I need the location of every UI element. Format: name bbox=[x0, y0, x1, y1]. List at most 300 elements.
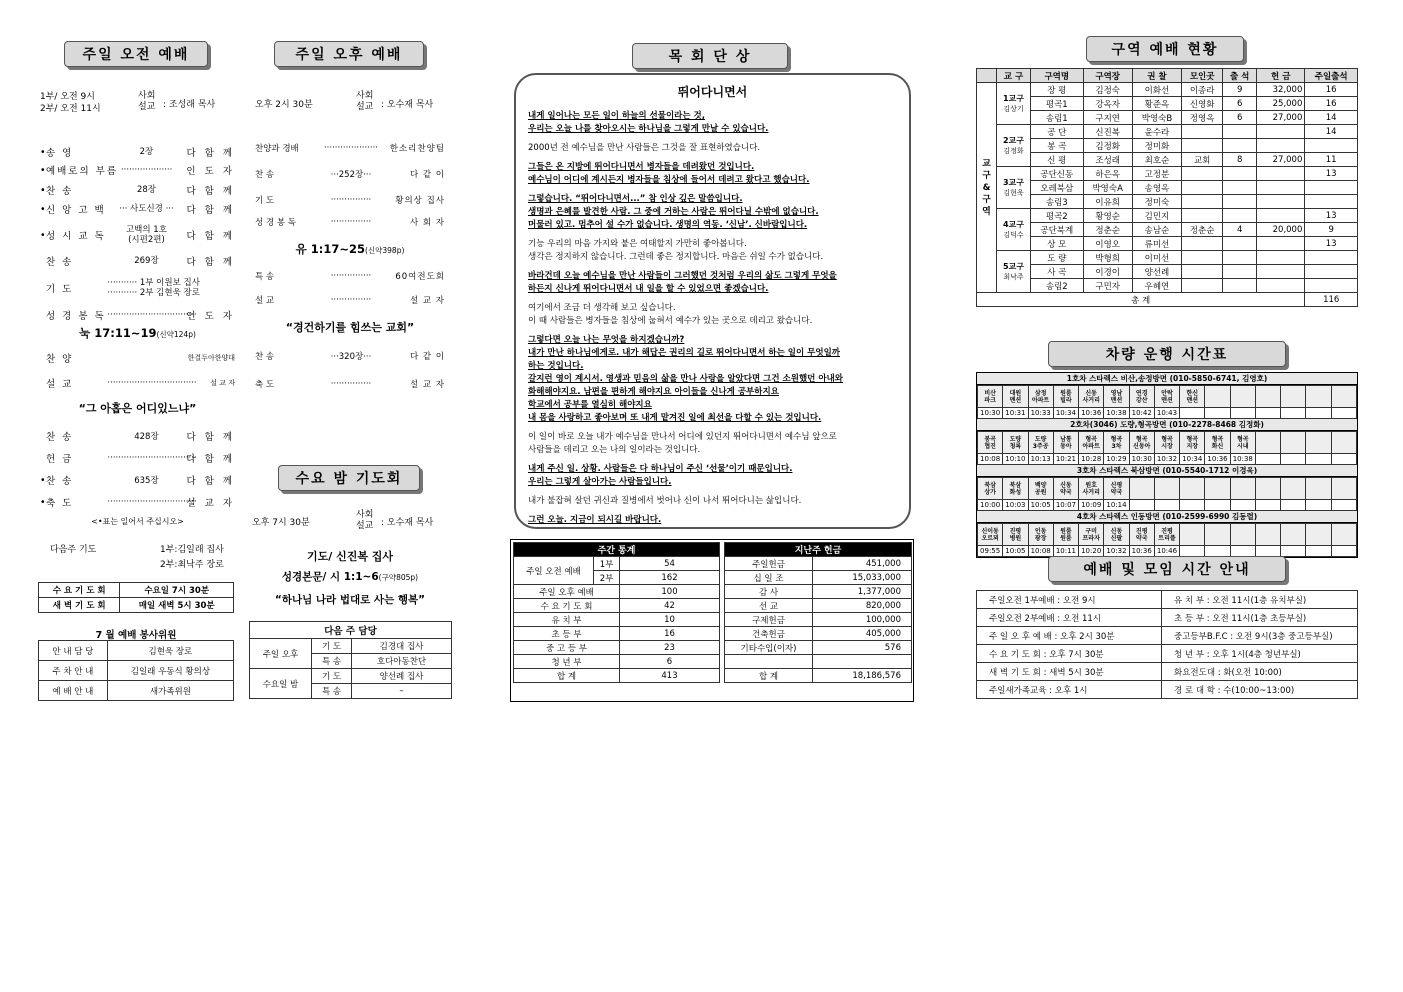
order-row bbox=[255, 348, 445, 364]
wed-sermon-title: “하나님 나라 법대로 사는 행복” bbox=[274, 594, 426, 606]
district-group bbox=[997, 209, 1031, 251]
district-group-leader: 김상기 bbox=[1003, 104, 1024, 113]
district-cell: 14 bbox=[1305, 125, 1358, 139]
district-cell bbox=[1223, 251, 1257, 265]
district-row bbox=[977, 139, 1358, 153]
bus-stop bbox=[1306, 524, 1331, 546]
next-duty-box bbox=[249, 621, 452, 699]
district-cell bbox=[1257, 265, 1305, 279]
order-star: • bbox=[40, 229, 46, 241]
district-cell bbox=[1257, 237, 1305, 251]
bus-route-title: 4호차 스타렉스 인동방면 (010-2599-6990 김동렬) bbox=[977, 511, 1357, 523]
bus-stop: 형곡 시내 bbox=[1230, 432, 1255, 454]
bus-stop bbox=[1306, 478, 1331, 500]
bus-time bbox=[1255, 454, 1280, 465]
order-item-name: 성 시 교 독 bbox=[45, 231, 106, 242]
district-cell: 평곡1 bbox=[1031, 97, 1084, 111]
attendance-count: 54 bbox=[620, 557, 720, 571]
order-row bbox=[40, 494, 235, 510]
attendance-category: 초 등 부 bbox=[514, 627, 620, 641]
district-total-row bbox=[977, 293, 1358, 307]
district-cell bbox=[1182, 125, 1223, 139]
bus-time: 10:00 bbox=[978, 500, 1003, 511]
order-item-person: 설 교 자 bbox=[409, 380, 445, 390]
bus-stop: 북삼 상가 bbox=[978, 478, 1003, 500]
district-cell: 송남순 bbox=[1132, 223, 1181, 237]
district-cell: 정미숙 bbox=[1132, 195, 1181, 209]
bus-route-table bbox=[977, 523, 1357, 557]
am-officiant: : 조성래 목사 bbox=[163, 100, 216, 110]
bus-stop: 연경 강산 bbox=[1129, 386, 1154, 408]
attendance-row bbox=[514, 655, 720, 669]
sermon-paragraph: 그렇다면 오늘 나는 무엇을 하지겠습니까? 내가 만난 하나님에게로. 내가 해답은 권리의 길로 뛰어다니면서 하는 일이 무엇일까 하는 것입니다. 갈지런 영이 계시서. 영생과 믿음의 삶을 만나 사랑을 알았다면 그건 소원했던 아내와 화해해야지요. 남편을 편하게 해야지요 아이들을 신나게 공부하지요 학교에서 공부를 열심히 해야지요 내 몸을 사랑하고 좋아보며 또 내게 맡겨진 일에 최선을 다할 수 있는 것입니다. bbox=[528, 335, 843, 423]
order-item-detail: 2장 bbox=[139, 147, 154, 157]
pm-scripture-ref: 유 1:17~25 bbox=[295, 242, 365, 256]
district-cell bbox=[1182, 139, 1223, 153]
district-group-leader: 최낙주 bbox=[1003, 272, 1024, 281]
order-item-detail: 28장 bbox=[136, 185, 156, 195]
bus-stop: 북삼 화성 bbox=[1003, 478, 1028, 500]
bus-times-row bbox=[978, 454, 1357, 465]
order-item-name: 기 도 bbox=[255, 196, 275, 206]
bus-stop bbox=[1331, 386, 1356, 408]
bus-stop bbox=[1331, 524, 1356, 546]
district-cell: 11 bbox=[1305, 153, 1358, 167]
order-star: • bbox=[40, 203, 46, 215]
district-cell: 강옥자 bbox=[1083, 97, 1132, 111]
bus-stop bbox=[1230, 386, 1255, 408]
bus-time bbox=[1281, 408, 1306, 419]
order-row bbox=[40, 144, 235, 160]
district-row bbox=[977, 251, 1358, 265]
bus-stop bbox=[1180, 478, 1205, 500]
order-item-detail: ································· bbox=[107, 310, 197, 320]
bus-stop: 신동 신팔 bbox=[1104, 524, 1129, 546]
next-prayer-1: 1부:김일래 집사 bbox=[160, 545, 224, 555]
order-item-person: 60여전도회 bbox=[395, 272, 445, 282]
district-cell bbox=[1223, 209, 1257, 223]
volunteers-table bbox=[38, 640, 234, 701]
bus-time: 10:32 bbox=[1104, 546, 1129, 557]
bus-time: 10:42 bbox=[1129, 408, 1154, 419]
guide-row bbox=[977, 663, 1358, 681]
district-cell: 김정화 bbox=[1083, 139, 1132, 153]
offering-row bbox=[725, 669, 912, 683]
bus-time: 10:13 bbox=[1028, 454, 1053, 465]
order-item-detail: ··············· bbox=[330, 295, 372, 305]
district-header: 구역명 bbox=[1031, 69, 1084, 83]
district-cell bbox=[1223, 167, 1257, 181]
district-cell: 9 bbox=[1223, 83, 1257, 97]
guide-left: 주일새가족교육 : 오후 1시 bbox=[977, 681, 1162, 699]
district-header: 모인곳 bbox=[1182, 69, 1223, 83]
pm-scripture-page: (신약398p) bbox=[364, 246, 405, 255]
district-cell bbox=[1257, 167, 1305, 181]
offering-amount: 451,000 bbox=[813, 557, 912, 571]
district-cell bbox=[1257, 125, 1305, 139]
bus-time bbox=[1331, 500, 1356, 511]
bus-time bbox=[1154, 500, 1179, 511]
bus-time: 10:43 bbox=[1154, 408, 1179, 419]
bus-stop: 원호 사거리 bbox=[1079, 478, 1104, 500]
bus-stop bbox=[1129, 478, 1154, 500]
next-duty-role: 특 송 bbox=[312, 684, 352, 699]
district-cell: 13 bbox=[1305, 237, 1358, 251]
district-group-leader: 김덕수 bbox=[1003, 230, 1024, 239]
bus-time: 10:20 bbox=[1079, 546, 1104, 557]
attendance-row bbox=[514, 557, 720, 571]
next-duty-person: – bbox=[352, 684, 452, 699]
bus-stop: 형곡 시장 bbox=[1154, 432, 1179, 454]
attendance-category: 주일 오전 예배 bbox=[514, 557, 594, 585]
order-item-name: 성 경 봉 독 bbox=[45, 311, 106, 322]
district-cell: 이미선 bbox=[1132, 251, 1181, 265]
bus-times-row bbox=[978, 408, 1357, 419]
attendance-category: 합 계 bbox=[514, 669, 620, 683]
district-cell bbox=[1257, 251, 1305, 265]
order-item-person: 다 함 께 bbox=[186, 205, 236, 216]
order-item-person: 다 같 이 bbox=[409, 352, 445, 362]
order-item-person: 사 회 자 bbox=[409, 218, 445, 228]
guide-right: 초 등 부 : 오전 11시(1층 초등부실) bbox=[1162, 609, 1358, 627]
offering-amount: 18,186,576 bbox=[813, 669, 912, 683]
am-scripture bbox=[40, 325, 235, 341]
offering-type: 감 사 bbox=[725, 585, 813, 599]
bus-stop: 신동 약국 bbox=[1053, 478, 1078, 500]
offering-type: 합 계 bbox=[725, 669, 813, 683]
sermon-paragraph: 2000년 전 예수님을 만난 사람들은 그것을 잘 표현하였습니다. bbox=[528, 143, 761, 153]
pm-scripture bbox=[255, 241, 445, 257]
bus-time bbox=[1255, 500, 1280, 511]
district-cell: 교회 bbox=[1182, 153, 1223, 167]
district-cell: 4 bbox=[1223, 223, 1257, 237]
order-item-detail: ··············· bbox=[330, 271, 372, 281]
offering-type: 기타수입(이자) bbox=[725, 641, 813, 655]
district-cell: 신진복 bbox=[1083, 125, 1132, 139]
attendance-category: 주일 오후 예배 bbox=[514, 585, 620, 599]
district-group-name: 5교구 bbox=[1002, 261, 1025, 271]
bus-time bbox=[1255, 408, 1280, 419]
wed-officiant: : 오수재 목사 bbox=[381, 518, 434, 528]
order-row bbox=[40, 182, 235, 198]
meeting-wed-label: 수 요 기 도 회 bbox=[39, 583, 120, 598]
bus-time: 09:55 bbox=[978, 546, 1003, 557]
order-item-person: 설 교 자 bbox=[210, 379, 235, 387]
district-row bbox=[977, 125, 1358, 139]
district-row bbox=[977, 265, 1358, 279]
guide-row bbox=[977, 645, 1358, 663]
order-row bbox=[255, 214, 445, 230]
bus-time bbox=[1180, 546, 1205, 557]
attendance-count: 162 bbox=[620, 571, 720, 585]
offering-row bbox=[725, 641, 912, 655]
district-cell bbox=[1182, 251, 1223, 265]
bus-time: 10:07 bbox=[1053, 500, 1078, 511]
district-cell bbox=[1182, 237, 1223, 251]
district-cell: 정춘순 bbox=[1083, 223, 1132, 237]
bus-time: 10:38 bbox=[1230, 454, 1255, 465]
meeting-dawn-time: 매일 새벽 5시 30분 bbox=[120, 598, 234, 613]
pastor-column-banner: 목 회 단 상 bbox=[632, 43, 788, 69]
bus-stop bbox=[1255, 478, 1280, 500]
order-item-name: 예배로의 부름 bbox=[45, 166, 119, 177]
order-item-detail: ································· bbox=[107, 497, 197, 507]
district-row bbox=[977, 153, 1358, 167]
district-cell: 황준옥 bbox=[1132, 97, 1181, 111]
attendance-sub: 1부 bbox=[594, 557, 620, 571]
district-cell bbox=[1223, 279, 1257, 293]
am-scripture-page: (신약124p) bbox=[156, 330, 196, 339]
offering-row bbox=[725, 571, 912, 585]
bus-stop: 형곡 화신 bbox=[1205, 432, 1230, 454]
order-item-person: 한소리찬양팀 bbox=[389, 144, 445, 154]
bus-time bbox=[1255, 546, 1280, 557]
guide-row bbox=[977, 681, 1358, 699]
next-duty-table bbox=[249, 621, 452, 699]
bus-stop: 도량 청록 bbox=[1003, 432, 1028, 454]
offering-type bbox=[725, 655, 813, 669]
bus-times-row bbox=[978, 500, 1357, 511]
offering-amount: 820,000 bbox=[813, 599, 912, 613]
district-cell: 이영오 bbox=[1083, 237, 1132, 251]
order-item-name: 찬 송 bbox=[45, 432, 74, 443]
order-item-detail: ··············· bbox=[330, 379, 372, 389]
order-item-name: 찬양과 경배 bbox=[255, 144, 299, 154]
order-item-detail: ··········· 1부 이원보 집사 ··········· 2부 김현욱 장로 bbox=[107, 278, 200, 298]
offering-type: 십 일 조 bbox=[725, 571, 813, 585]
bus-time: 10:28 bbox=[1079, 454, 1104, 465]
bus-stops-row bbox=[978, 386, 1357, 408]
bus-time bbox=[1306, 454, 1331, 465]
order-row bbox=[255, 376, 445, 392]
bus-time: 10:05 bbox=[1003, 546, 1028, 557]
order-item-person: 한결두아한양대 bbox=[187, 354, 236, 362]
offering-amount: 405,000 bbox=[813, 627, 912, 641]
district-cell: 최호순 bbox=[1132, 153, 1181, 167]
bus-times-row bbox=[978, 546, 1357, 557]
district-table bbox=[976, 68, 1358, 307]
wed-service-banner: 수요 밤 기도회 bbox=[278, 465, 420, 491]
sermon-paragraph: 그들은 온 지방에 뛰어다니면서 병자들을 데려왔던 것입니다. 예수님이 어디에 계시든지 병자들을 침상에 들어서 데려고 왔다고 했습니다. bbox=[528, 162, 810, 185]
bus-stop: 백양 공원 bbox=[1028, 478, 1053, 500]
order-row bbox=[40, 227, 235, 243]
bus-time bbox=[1205, 408, 1230, 419]
bus-stop: 영남 맨션 bbox=[1104, 386, 1129, 408]
order-item-detail: ··············· bbox=[330, 217, 372, 227]
bus-stop bbox=[1331, 432, 1356, 454]
bus-time: 10:34 bbox=[1180, 454, 1205, 465]
bus-stop bbox=[1281, 478, 1306, 500]
district-cell bbox=[1305, 251, 1358, 265]
district-row bbox=[977, 167, 1358, 181]
order-item-person: 다 함 께 bbox=[186, 454, 235, 465]
order-item-detail: ···252장··· bbox=[330, 170, 372, 180]
bus-route-title: 3호차 스타렉스 북삼방면 (010-5540-1712 이경욱) bbox=[977, 465, 1357, 477]
district-box bbox=[976, 68, 1358, 307]
district-row bbox=[977, 97, 1358, 111]
offering-amount: 576 bbox=[813, 641, 912, 655]
district-row bbox=[977, 111, 1358, 125]
guide-left: 주일오전 1부예배 : 오전 9시 bbox=[977, 591, 1162, 609]
offering-row bbox=[725, 557, 912, 571]
district-cell: 송림2 bbox=[1031, 279, 1084, 293]
bus-stop bbox=[1255, 432, 1280, 454]
sermon-paragraph: 여기에서 조금 더 생각해 보고 싶습니다. 이 때 사람들은 병자들을 침상에 눕혀서 예수가 있는 곳으로 데리고 왔습니다. bbox=[528, 303, 813, 326]
bus-stop: 신동 사거리 bbox=[1079, 386, 1104, 408]
district-cell: 25,000 bbox=[1257, 97, 1305, 111]
district-cell bbox=[1257, 139, 1305, 153]
attendance-category: 유 치 부 bbox=[514, 613, 620, 627]
order-item-detail: ··· 사도신경 ··· bbox=[119, 204, 174, 214]
district-cell: 6 bbox=[1223, 111, 1257, 125]
bus-time: 10:46 bbox=[1154, 546, 1179, 557]
bus-time bbox=[1205, 546, 1230, 557]
bus-time bbox=[1281, 546, 1306, 557]
district-cell: 구지연 bbox=[1083, 111, 1132, 125]
volunteers-box bbox=[38, 640, 234, 701]
order-star: • bbox=[40, 496, 46, 508]
district-cell: 공 단 bbox=[1031, 125, 1084, 139]
order-item-detail: ··················· bbox=[120, 165, 173, 175]
wed-scripture-ref: 성경본문/ 시 1:1~6 bbox=[281, 571, 379, 583]
order-row bbox=[255, 192, 445, 208]
district-cell: 봉 곡 bbox=[1031, 139, 1084, 153]
bus-time bbox=[1180, 500, 1205, 511]
order-item-person: 인 도 자 bbox=[186, 311, 235, 322]
offering-amount: 100,000 bbox=[813, 613, 912, 627]
am-service-times bbox=[40, 91, 101, 115]
order-item-name: 헌 금 bbox=[45, 454, 74, 465]
meetings-box bbox=[38, 582, 234, 613]
order-item-name: 신 앙 고 백 bbox=[45, 205, 106, 216]
next-prayer-2: 2부:최낙주 장로 bbox=[160, 560, 224, 570]
attendance-count: 413 bbox=[620, 669, 720, 683]
order-item-detail: 269장 bbox=[134, 256, 159, 266]
pastor-column-box bbox=[514, 73, 911, 529]
bus-time: 10:05 bbox=[1028, 500, 1053, 511]
offering-type: 건축헌금 bbox=[725, 627, 813, 641]
bus-stop: 인동 광장 bbox=[1028, 524, 1053, 546]
district-cell: 27,000 bbox=[1257, 111, 1305, 125]
order-item-person: 설 교 자 bbox=[409, 296, 445, 306]
order-item-person: 다 함 께 bbox=[186, 432, 236, 443]
bus-time bbox=[1230, 500, 1255, 511]
bus-stop bbox=[1205, 478, 1230, 500]
district-cell bbox=[1223, 139, 1257, 153]
next-duty-person: 양선례 집사 bbox=[352, 669, 452, 684]
bus-stop bbox=[1230, 524, 1255, 546]
district-cell: 박영숙A bbox=[1083, 181, 1132, 195]
guide-right: 중고등부B.F.C : 오전 9시(3층 중고등부실) bbox=[1162, 627, 1358, 645]
attendance-count: 6 bbox=[620, 655, 720, 669]
bus-schedule bbox=[976, 372, 1358, 558]
offering-amount bbox=[813, 655, 912, 669]
bus-time bbox=[1331, 546, 1356, 557]
bus-time bbox=[1281, 500, 1306, 511]
pastor-column-title: 뛰어다니면서 bbox=[677, 85, 748, 99]
attendance-count: 42 bbox=[620, 599, 720, 613]
order-item-person: 다 함 께 bbox=[186, 186, 236, 197]
district-cell bbox=[1223, 237, 1257, 251]
district-cell bbox=[1305, 181, 1358, 195]
district-cell: 14 bbox=[1305, 111, 1358, 125]
guide-left: 주일오전 2부예배 : 오전 11시 bbox=[977, 609, 1162, 627]
bus-stop bbox=[1281, 432, 1306, 454]
offering-type: 주일헌금 bbox=[725, 557, 813, 571]
order-row bbox=[40, 162, 235, 178]
volunteers-title: 7 월 예배 봉사위원 bbox=[95, 630, 177, 641]
bus-time: 10:34 bbox=[1053, 408, 1078, 419]
order-item-person: 인 도 자 bbox=[186, 166, 235, 177]
bus-time: 10:03 bbox=[1003, 500, 1028, 511]
district-cell: 하은옥 bbox=[1083, 167, 1132, 181]
district-group-leader: 김정화 bbox=[1003, 146, 1024, 155]
order-item-detail: ································· bbox=[107, 453, 197, 463]
meeting-dawn-label: 새 벽 기 도 회 bbox=[39, 598, 120, 613]
bus-time bbox=[1331, 454, 1356, 465]
bus-time: 10:31 bbox=[1003, 408, 1028, 419]
district-cell: 김정숙 bbox=[1083, 83, 1132, 97]
order-item-name: 축 도 bbox=[45, 498, 74, 509]
bus-time bbox=[1180, 408, 1205, 419]
offering-type: 선 교 bbox=[725, 599, 813, 613]
bus-time: 10:36 bbox=[1205, 454, 1230, 465]
pm-sermon-title: “경건하기를 힘쓰는 교회” bbox=[285, 321, 415, 334]
district-cell: 김민지 bbox=[1132, 209, 1181, 223]
bus-time: 10:38 bbox=[1104, 408, 1129, 419]
am-scripture-ref: 눅 17:11~19 bbox=[79, 326, 157, 340]
bus-time: 10:10 bbox=[1003, 454, 1028, 465]
offering-row bbox=[725, 655, 912, 669]
bus-time bbox=[1306, 546, 1331, 557]
bus-stop: 구미 프라자 bbox=[1079, 524, 1104, 546]
attendance-category: 중 고 등 부 bbox=[514, 641, 620, 655]
district-cell bbox=[1182, 209, 1223, 223]
bus-stop: 형곡 아파트 bbox=[1079, 432, 1104, 454]
next-duty-role: 기 도 bbox=[312, 669, 352, 684]
bus-stop bbox=[1255, 386, 1280, 408]
next-duty-slot: 수요일 밤 bbox=[250, 669, 312, 699]
bus-route-table bbox=[977, 431, 1357, 465]
district-cell: 구민자 bbox=[1083, 279, 1132, 293]
district-cell: 장 평 bbox=[1031, 83, 1084, 97]
bus-route-title: 1호차 스타렉스 비산,송정방면 (010-5850-6741, 김영호) bbox=[977, 373, 1357, 385]
bus-stop bbox=[1180, 524, 1205, 546]
district-cell: 우혜연 bbox=[1132, 279, 1181, 293]
bus-time: 10:32 bbox=[1154, 454, 1179, 465]
volunteer-role: 안 내 담 당 bbox=[39, 641, 108, 661]
order-item-name: 설 교 bbox=[255, 296, 275, 306]
pm-officiant-label: 사회 설교 bbox=[356, 91, 374, 112]
district-group-name: 2교구 bbox=[1002, 135, 1025, 145]
order-item-person: 다 함 께 bbox=[186, 231, 236, 242]
order-star: • bbox=[40, 474, 46, 486]
district-cell bbox=[1182, 279, 1223, 293]
sermon-paragraph: 바라건데 오늘 예수님을 만난 사람들이 그러했던 것처럼 우리의 삶도 그렇게 무엇을 하든지 신나게 뛰어다니면서 내 일을 할 수 있었으면 좋겠습니다. bbox=[528, 271, 837, 294]
order-row bbox=[255, 140, 445, 156]
bus-stop: 남통 동아 bbox=[1053, 432, 1078, 454]
order-row bbox=[255, 166, 445, 182]
order-row bbox=[40, 253, 235, 269]
volunteer-role: 예 배 안 내 bbox=[39, 681, 108, 701]
district-cell: 공단북계 bbox=[1031, 223, 1084, 237]
order-row bbox=[40, 307, 235, 323]
district-cell bbox=[1223, 125, 1257, 139]
next-duty-person: 김경대 집사 bbox=[352, 639, 452, 654]
pm-time: 오후 2시 30분 bbox=[255, 100, 313, 110]
district-cell: 송림1 bbox=[1031, 111, 1084, 125]
bus-stop bbox=[1255, 524, 1280, 546]
